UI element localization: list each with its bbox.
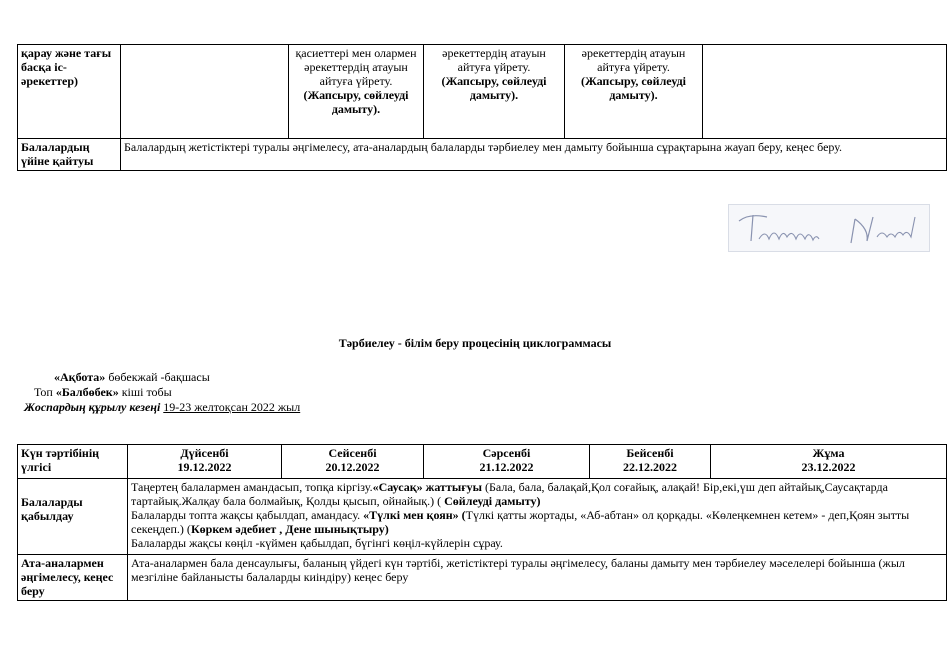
kindergarten-rest: бөбекжай -бақшасы	[105, 370, 210, 384]
text-run-bold: «Саусақ» жаттығуы	[372, 480, 483, 494]
text-run-bold: «Түлкі мен қоян» (	[363, 508, 466, 522]
text-run: Түлкі қатты жортады, «Аб-абтан» ол қорқады. «Көлеңкемнен кетем» - деп,Қоян зытты секеңдеп.) (	[131, 508, 910, 536]
table-cell: Балалардың жетістіктері туралы әңгімелесу, ата-аналардың балаларды тәрбиелеу мен дамыту бойынша сұрақтарына жауап беру, кеңес беру.	[121, 139, 947, 171]
table-row	[18, 479, 947, 555]
table-cell	[424, 45, 565, 139]
text-run: (Бала, бала, балақай,Қол соғайық, алақай! Бір,екі,үш деп айтайық,Саусақтарда тартайық.Жалқау бала болмайық, Қолды қысып, ойнайық.) (	[131, 480, 888, 508]
day-date: 23.12.2022	[801, 460, 856, 474]
day-name: Дүйсенбі	[180, 446, 229, 460]
cell-bold-text: (Жапсыру, сөйлеуді дамыту).	[303, 88, 409, 116]
table-cell	[289, 45, 424, 139]
row-label: қарау және тағы басқа іс-әрекеттер)	[18, 45, 121, 139]
period-value: 19-23 желтоқсан 2022 жыл	[163, 400, 301, 414]
group-bold: «Балбөбек»	[55, 385, 119, 399]
cell-bold-text: (Жапсыру, сөйлеуді дамыту).	[441, 74, 547, 102]
paragraph	[131, 480, 943, 508]
plan-period	[24, 400, 300, 414]
cell-bold-text: (Жапсыру, сөйлеуді дамыту).	[581, 74, 686, 102]
day-header	[711, 445, 947, 479]
table-row	[18, 45, 947, 139]
signature-icon	[729, 205, 929, 251]
day-name: Сейсенбі	[328, 446, 377, 460]
day-header	[590, 445, 711, 479]
day-name: Бейсенбі	[626, 446, 674, 460]
day-header	[424, 445, 590, 479]
table-row	[18, 139, 947, 171]
table-cell: Ата-аналармен бала денсаулығы, баланың үйдегі күн тәртібі, жетістіктері туралы әңгімелесу, баланы дамыту мен тәрбиелеу мәселелері бойынша (жыл мезгіліне байланысты балаларды киіндіру) кеңес беру	[128, 555, 947, 601]
signature-stamp	[728, 204, 930, 252]
day-date: 20.12.2022	[325, 460, 380, 474]
kindergarten-bold: «Ақбота»	[54, 370, 106, 384]
row-label: Ата-аналармен әңгімелесу, кеңес беру	[18, 555, 128, 601]
header-label: Күн тәртібінің үлгісі	[18, 445, 128, 479]
day-date: 19.12.2022	[177, 460, 232, 474]
text-run-bold: Көркем әдебиет , Дене шынықтыру)	[190, 522, 389, 536]
group-rest: кіші тобы	[118, 385, 172, 399]
day-name: Сәрсенбі	[482, 446, 531, 460]
top-table	[17, 44, 947, 171]
text-run-bold: Сөйлеуді дамыту)	[444, 494, 541, 508]
cell-text: әрекеттердің атауын айтуға үйрету.	[581, 46, 686, 74]
table-cell	[565, 45, 703, 139]
cell-text: қасиеттері мен олармен әрекеттердің атауын айтуға үйрету.	[295, 46, 417, 88]
table-cell-empty	[121, 45, 289, 139]
page-title: Тәрбиелеу - білім беру процесінің циклограммасы	[338, 336, 612, 350]
day-name: Жұма	[812, 446, 845, 460]
day-date: 21.12.2022	[479, 460, 534, 474]
text-run: Таңертең балалармен амандасып, топқа кіргізу.	[131, 480, 373, 494]
paragraph: Балаларды жақсы көңіл -күймен қабылдап, бүгінгі көңіл-күйлерін сұрау.	[131, 536, 503, 550]
table-cell-empty	[703, 45, 947, 139]
row-label: Балаларды қабылдау	[18, 479, 128, 555]
day-header	[128, 445, 282, 479]
table-row	[18, 555, 947, 601]
table-header-row	[18, 445, 947, 479]
day-header	[282, 445, 424, 479]
group-prefix: Топ	[34, 385, 56, 399]
schedule-table	[17, 444, 947, 601]
group-name	[34, 385, 172, 399]
paragraph	[131, 508, 943, 536]
day-date: 22.12.2022	[623, 460, 677, 474]
text-run: Балаларды топта жақсы қабылдап, амандасу.	[131, 508, 364, 522]
kindergarten-name	[54, 370, 210, 384]
cell-text: әрекеттердің атауын айтуға үйрету.	[442, 46, 546, 74]
table-cell	[128, 479, 947, 555]
period-label: Жоспардың құрылу кезеңі	[24, 400, 161, 414]
row-label: Балалардың үйіне қайтуы	[18, 139, 121, 171]
